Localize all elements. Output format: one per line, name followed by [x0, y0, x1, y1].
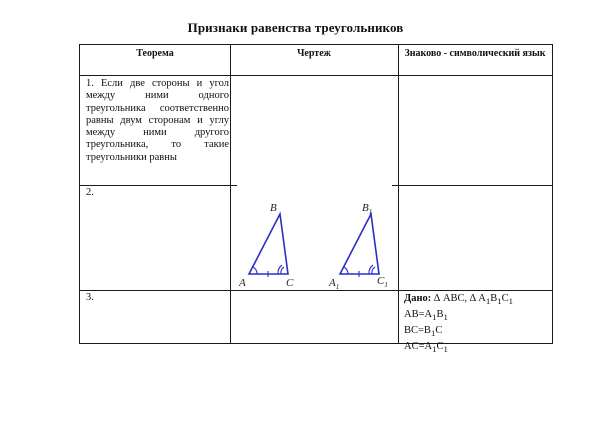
header-divider — [80, 75, 552, 76]
theorem-row-3: 3. — [86, 292, 94, 303]
given-sub-a1: 1 — [485, 296, 491, 307]
page-title: Признаки равенства треугольников — [187, 20, 404, 35]
header-symbolic: Знаково - символический язык — [404, 48, 546, 59]
header-drawing: Чертеж — [297, 48, 331, 59]
eq-bc-sub: 1 — [430, 328, 436, 339]
vertex-a1-letter: A — [329, 277, 336, 289]
eq-ab-left: AB=A — [404, 309, 433, 321]
given-sub-b1: 1 — [497, 296, 502, 307]
column-divider-1 — [230, 45, 231, 185]
angle-a1-arc — [344, 267, 348, 274]
given-text-c: C — [501, 293, 509, 304]
vertex-b-label: B — [270, 202, 277, 214]
given-sub-c1: 1 — [508, 296, 514, 307]
row-divider-1-left — [80, 185, 237, 186]
vertex-a1-sub: 1 — [335, 283, 340, 291]
given-text-b: B — [490, 293, 498, 304]
vertex-c1-sub: 1 — [384, 281, 388, 289]
given-label: Дано: — [404, 293, 432, 304]
eq-ac-sub-c: 1 — [443, 344, 448, 355]
vertex-a-label: A — [239, 277, 246, 289]
triangle-abc-shape — [249, 214, 288, 274]
vertex-b1-letter: B — [362, 202, 369, 214]
eq-ac-left: AC=A — [404, 341, 433, 353]
triangle-abc — [238, 202, 294, 289]
angle-c-arc-1 — [281, 267, 284, 274]
vertex-b1-sub: 1 — [368, 208, 373, 216]
eq-ab-right: B — [436, 309, 444, 321]
eq-ab-sub-a: 1 — [432, 312, 437, 323]
angle-c1-arc-1 — [372, 267, 375, 274]
vertex-c1-letter: C — [377, 275, 385, 287]
theorem-row-2: 2. — [86, 187, 94, 198]
given-text: ∆ ABC, ∆ A — [431, 293, 486, 304]
triangle-a1b1c1 — [328, 202, 388, 291]
eq-ab-sub-b: 1 — [443, 312, 448, 323]
vertex-c1-label — [377, 275, 388, 289]
vertex-b1-label — [362, 202, 372, 216]
angle-a-arc — [253, 267, 257, 274]
vertex-a1-label — [328, 277, 339, 291]
header-theorem: Теорема — [136, 48, 174, 59]
eq-bc-left: BC=B — [404, 325, 431, 337]
theorem-row-1: 1. Если две стороны и угол между ними одного треугольника соответственно равны двум сторонам и углу между ними другого треугольника, то такие треугольники равны — [86, 78, 229, 163]
row-divider-1-right — [392, 185, 552, 186]
triangle-a1b1c1-shape — [340, 214, 379, 274]
eq-bc-right: C — [435, 325, 443, 337]
vertex-c-label: C — [286, 277, 294, 289]
triangles-drawing — [230, 198, 490, 358]
eq-ac-right: C — [436, 341, 444, 353]
eq-ac-sub-a: 1 — [432, 344, 437, 355]
